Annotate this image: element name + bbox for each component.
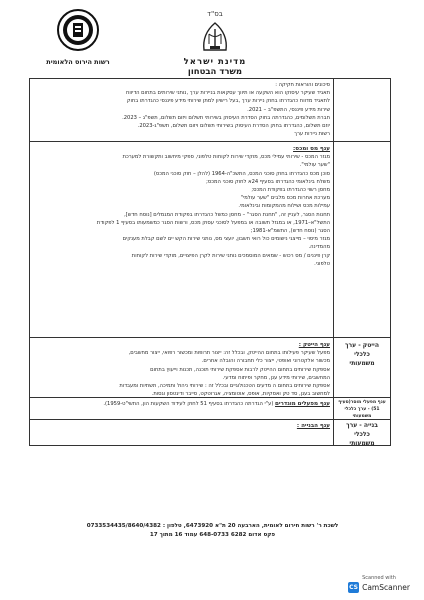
camscanner-logo-icon: CS (349, 584, 358, 591)
state-name: מדינת ישראל (183, 57, 247, 67)
row-divider (30, 337, 390, 338)
sectors-table (29, 78, 391, 446)
text-line: קרן פיננים / מס רכוש - שמאים המוסמכים נותני שירות לקרן הפיצויים, מוקדי שירות לקוחות (131, 252, 330, 259)
scanner-watermark (340, 575, 418, 593)
text-line: הסגר (נוסח חדש), התשמ"א-1981; (250, 228, 330, 235)
side-label-line: בנייה - ערך (346, 422, 378, 429)
side-label-line: כלכלי (354, 351, 370, 358)
section-subtitle: ענף הבנייה : (296, 423, 330, 429)
text-line: למחשוב בענן, סד טק ואסקיות, אופס, אוטומציה, אגרוטקט, סייבר ודיגטסון וגסות. (151, 391, 330, 398)
row-finance-content (34, 81, 330, 138)
text-line: עמילות מכס ושילוח מהמקומות ובינלאומי. (238, 203, 330, 210)
text-line: מהמדינה. (308, 244, 330, 251)
column-divider (333, 79, 334, 445)
bsd-mark: בס"ד (207, 10, 223, 18)
text-line: תחנות הסגר, לעניין זה, "תחנת הסגר" – מחסן כמשל כהגדרתו בפקודת המגמלים [נוסח חדש], (124, 211, 330, 218)
scanner-label: Scanned with (362, 575, 396, 581)
side-label-line: הייטק - ערך (345, 342, 379, 349)
text-line: משלח בינלאומי כהגדרתו בסעיף 24א לחוק סוכני המכס; (206, 178, 330, 185)
row-divider (30, 141, 390, 142)
side-label-line: משמעותי (349, 440, 375, 447)
row-hitech-label (335, 341, 389, 368)
text-line: מכשור אלקטרוני ואופטי, ייצור כלי תחבורה והובלה אחרים. (201, 358, 330, 365)
text-line: מגזר המכס - שירותי עמילי מכס, מוקדי שירות לקוחות טלפוני, ספקי מיחשוב ותקשורת למערכת (122, 154, 330, 161)
row-defined-plants-label (335, 399, 389, 420)
page-footer (40, 522, 385, 539)
text-line: אספקת שירותים בתחום ה מדעים הטכנולוגיים ובכלל זה : שירותי ניהול ותמיכה, תשתיות ומעבדות (119, 383, 330, 390)
side-label-line: משמעותי (352, 414, 372, 419)
row-construction-label (335, 421, 389, 448)
text-line: רשות ניירות ערך (294, 131, 330, 138)
text-line: יוזם תשלום, כהגדרתו בחוק הסדרת העיסוק בשירותי תשלום ויזום תשלום, תשפ"ג-2023. (137, 123, 330, 130)
text-line: מפעל שעיקר פעילותו בתחום ההייטק, ובכלל זה: ייצור תרופות ומכשור רפואי, ייצור מחשבים, (128, 350, 330, 357)
text-line: סוכן מכס כהגדרתו בחוק סוכני המכס, התשכ"ה-1964 (להלן – חוק סוכני המכס) (153, 170, 330, 177)
authority-name: רשות הירוס הלאומית (46, 58, 110, 66)
side-label-line: כלכלי (354, 431, 370, 438)
text-line: (ע"י הגדרתה כהגדרתו בסעיף 51 לחוק לעידוד השקעות הון, התשי"ט-1959). (103, 401, 274, 407)
section-subtitle: ענף הייטק : (298, 342, 330, 348)
section-subtitle: ענף מס ומכס: (293, 146, 330, 152)
footer-contact-line: לשכת ר' רשות חירום לאומית, הארבעה 20 ת"א 6473920, טלפון : 0733534435/8640/4382 (86, 523, 339, 529)
text-line: מגזר מיסוי – מייצגי נישומים כול רואי חשבון, יועצי מס, נותני שירות הקש יים לשם קבלת מענקים (122, 236, 330, 243)
text-line: "שער עולמי". (299, 162, 330, 169)
authority-header (28, 8, 128, 66)
text-line: המחשבים, שירותי מידע ענן, מחקר ופיתוח ומדעי. (222, 374, 330, 381)
state-header (160, 10, 270, 77)
authority-seal-icon (56, 8, 100, 52)
text-line: סיכונים והוראות חקיקה : (275, 82, 330, 88)
footer-page-line: פקס אדום 6282 648-0733 עמוד 16 מתוך 17 (149, 531, 276, 538)
section-subtitle: ענף מפעלים מוגדרים (275, 401, 330, 407)
text-line: התשל"א–1971, או במגזל תשובה או במפעל לסוכני עסוק מכס, ורשות הסגר כמשמעותו בסעיף 1 לפקודת (96, 219, 330, 226)
text-line: לתאגיד מדווח כהגדרתו בחוק ניירות ערך ,בעל רישיון למתן שירותי מידע פיננסי כהגדרתו בחוק (126, 98, 330, 105)
row-defined-plants-content (34, 400, 330, 408)
side-label-line: ענף מפעלי מוסר(סעיף (338, 400, 386, 405)
text-line: תאגיד שעיקר עיסוקו הוא השקעה או תיווך עסקאות בניירות ערך ,נותני שירותים בתחום הדיווח (125, 90, 330, 97)
row-construction-content (34, 422, 330, 430)
text-line: אספקת שירותים בתחום ההייטק לרבות אספקת שירותי תוכנה, תכנות וייעוץ בתחום (150, 366, 330, 373)
row-tax-customs-content (34, 145, 330, 268)
text-line: מערכת אחרות מכס מלבים "שער עולמי" (240, 195, 330, 202)
ministry-name: משרד הבטחון (187, 67, 243, 77)
text-line: שירות מידע פיננסי, התשפ"ב – 2021. (247, 106, 330, 113)
state-emblem-icon (198, 20, 232, 52)
text-line: חברת תשלומים, כהגדרתה בחוק הסדרת העיסוק בשירותי תשלום ויזום תשלום, תשפ"ג – 2023. (122, 114, 330, 121)
side-label-line: 51) - ערך כלכלי (344, 407, 380, 412)
text-line: טלפוני. (314, 260, 330, 267)
row-hitech-content (34, 341, 330, 398)
text-line: מחסן רשוי כהגדרתו בפקודת המכס; (251, 187, 330, 194)
side-label-line: משמעותי (349, 360, 375, 367)
scanner-brand: CamScanner (362, 583, 410, 592)
